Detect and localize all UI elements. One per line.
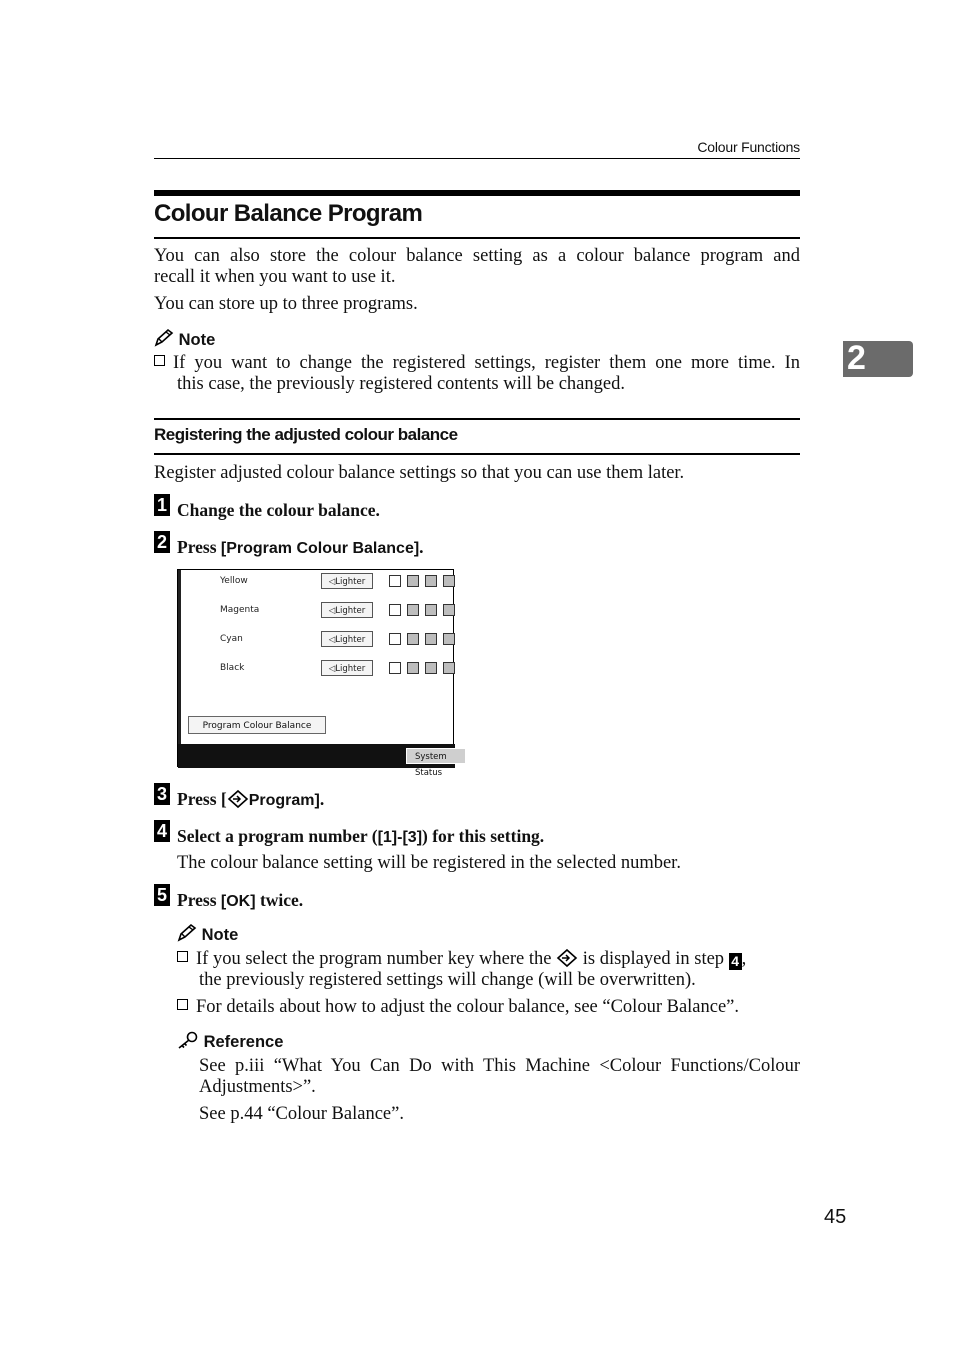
row-label-cyan: Cyan [220,634,243,644]
level-box [407,662,419,674]
level-box [443,575,455,587]
level-box [425,604,437,616]
program-colour-balance-button[interactable]: Program Colour Balance [188,716,326,734]
checkbox-bullet-icon [177,951,188,962]
lighter-button-magenta[interactable]: ◁Lighter [321,602,373,618]
subsection-intro: Register adjusted colour balance settings so that you can use them later. [154,463,685,483]
chapter-tab [843,341,913,377]
lighter-button-black[interactable]: ◁Lighter [321,660,373,676]
chapter-number: 2 [847,339,866,377]
reference-label: Reference [203,1033,284,1051]
intro-line-1: You can also store the colour balance setting as a colour balance program and [154,246,800,266]
checkbox-bullet-icon [177,999,188,1010]
header-rule [154,158,800,159]
step-ref-badge: 4 [729,953,742,970]
subsection-title: Registering the adjusted colour balance [154,425,458,444]
step-text: Change the colour balance. [177,500,380,520]
subsection-rule-top [154,418,800,420]
lighter-button-yellow[interactable]: ◁Lighter [321,573,373,589]
note-item: For details about how to adjust the colour balance, see “Colour Balance”. [177,997,800,1018]
level-box [443,662,455,674]
checkbox-bullet-icon [154,355,165,366]
note-heading [177,924,238,945]
note-line-1: If you want to change the registered settings, register them one more time. In [173,353,800,373]
note-label: Note [201,926,239,944]
step-number: 2 [154,531,170,553]
step-number: 3 [154,783,170,805]
pencil-icon [154,329,174,347]
section-title: Colour Balance Program [154,200,423,227]
level-box [389,662,401,674]
intro-line-1b: recall it when you want to use it. [154,267,396,287]
title-rule [154,237,800,239]
reference-text: See p.iii “What You Can Do with This Machine <Colour Functions/Colour Adjustments>”. See p.44 “Colour Balance”. [199,1056,800,1124]
key-name: [1]-[3] [377,829,423,846]
key-name: [Program Colour Balance] [220,540,420,557]
screen-left-border [178,570,181,744]
pencil-icon [177,924,197,942]
note-item [154,353,800,395]
note-heading [154,329,215,350]
system-status-button[interactable]: System Status [406,748,466,764]
step-number: 5 [154,884,170,906]
step-text: Press [OK] twice. [177,890,304,910]
level-box [389,604,401,616]
note-item: If you select the program number key where the is displayed in step 4 , the previously registered settings will change (will be overwritten). [177,949,800,991]
section-intro [154,246,800,315]
level-box [425,575,437,587]
level-box [407,633,419,645]
key-name: Program] [248,792,320,809]
reference-link[interactable]: See p.iii “What You Can Do with This Machine <Colour Functions/Colour [199,1056,800,1076]
key-icon [177,1031,199,1049]
row-label-black: Black [220,663,245,673]
level-box [389,575,401,587]
level-box [425,662,437,674]
reference-link[interactable]: See p.44 “Colour Balance”. [199,1104,404,1124]
level-box [443,604,455,616]
key-name: [OK] [220,893,256,910]
level-box [425,633,437,645]
level-box [407,604,419,616]
row-label-magenta: Magenta [220,605,260,615]
page-number: 45 [824,1206,847,1228]
step-text: Press [Program Colour Balance]. [177,537,424,557]
level-box [443,633,455,645]
program-diamond-icon [556,949,578,967]
program-diamond-icon [227,790,249,808]
level-box [407,575,419,587]
level-box [389,633,401,645]
reference-heading [177,1031,283,1052]
step-number: 1 [154,494,170,516]
title-bar [154,190,800,196]
subsection-rule-bottom [154,453,800,455]
step-detail: The colour balance setting will be registered in the selected number. [177,853,681,873]
lighter-button-cyan[interactable]: ◁Lighter [321,631,373,647]
intro-line-2: You can store up to three programs. [154,294,418,314]
step-text: Select a program number ([1]-[3]) for this setting. [177,826,545,846]
step-number: 4 [154,820,170,842]
step-text: Press [ Program]. [177,789,325,809]
control-panel-screenshot [177,569,454,778]
running-header: Colour Functions [697,139,800,155]
note-line-2: this case, the previously registered contents will be changed. [177,374,625,394]
note-label: Note [178,331,216,349]
row-label-yellow: Yellow [220,576,248,586]
